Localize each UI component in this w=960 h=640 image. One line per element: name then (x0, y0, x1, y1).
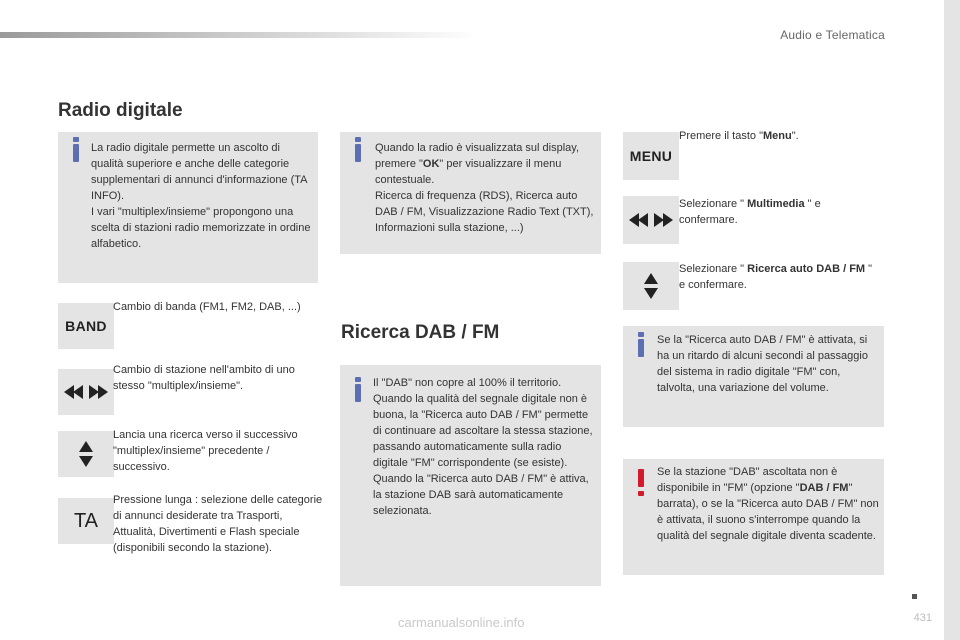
right-margin-strip (944, 0, 960, 640)
seek-key (58, 369, 114, 415)
warning-box-dab-unavailable (623, 459, 884, 575)
up-down-description: Lancia una ricerca verso il successivo "multiplex/insieme" precedente / successivo. (113, 429, 298, 473)
ricerca-auto-description: Selezionare " Ricerca auto DAB / FM " e confermare. (679, 263, 873, 291)
info-text: Se la "Ricerca auto DAB / FM" è attivata, si ha un ritardo di alcuni secondi al passaggio del sistema in radio digitale "FM" con, talvolta, una variazione del volume. (657, 334, 868, 394)
band-key: BAND (58, 303, 114, 349)
seek-description: Cambio di stazione nell'ambito di uno stesso "multiplex/insieme". (113, 364, 295, 392)
title-radio-digitale: Radio digitale (58, 100, 183, 121)
ricerca-up-down-key (623, 262, 679, 310)
ta-description: Pressione lunga : selezione delle categorie di annunci desiderate tra Trasporti, Attualità, Divertimenti e Flash speciale (disponibili secondo la stazione). (113, 494, 323, 554)
title-ricerca-dab-fm: Ricerca DAB / FM (341, 322, 500, 343)
warning-text: Se la stazione "DAB" ascoltata non è disponibile in "FM" (opzione "DAB / FM" barrata), o se la "Ricerca auto DAB / FM" non è attivata, il suono s'interrompe quando la qualità del segnale digitale diventa scadente. (657, 466, 879, 542)
info-icon (355, 384, 361, 402)
menu-description: Premere il tasto "Menu". (679, 130, 799, 142)
multimedia-seek-key (623, 196, 679, 244)
info-box-dab-coverage (340, 365, 601, 586)
info-icon (73, 144, 79, 162)
up-down-arrows-icon (644, 273, 658, 299)
info-text: La radio digitale permette un ascolto di qualità superiore e anche delle categorie supplementari di annunci d'informazione (TA INFO). I vari "multiplex/insieme" propongono una scelta di stazioni radio memorizzate in ordine alfabetico. (91, 142, 311, 250)
info-box-radio-digitale (58, 132, 318, 283)
multimedia-description: Selezionare " Multimedia " e confermare. (679, 198, 821, 226)
section-title: Audio e Telematica (780, 28, 885, 42)
up-down-key (58, 431, 114, 477)
info-box-delay (623, 326, 884, 427)
info-text: Il "DAB" non copre al 100% il territorio. Quando la qualità del segnale digitale non è buona, la "Ricerca auto DAB / FM" permette di continuare ad ascoltare la stessa stazione, passando automaticamente sulla radio digitale "FM" corrispondente (se esiste). Quando la "Ricerca auto DAB / FM" è attiva, la stazione DAB sarà automaticamente selezionata. (373, 377, 593, 517)
watermark: carmanualsonline.info (398, 615, 525, 630)
menu-key: MENU (623, 132, 679, 180)
info-icon (638, 339, 644, 357)
top-gradient-bar (0, 32, 480, 38)
ta-key: TA (58, 498, 114, 544)
seek-arrows-icon (629, 211, 673, 229)
page-number: 431 (913, 612, 932, 624)
page-marker (912, 594, 917, 599)
band-description: Cambio di banda (FM1, FM2, DAB, ...) (113, 301, 301, 313)
up-down-arrows-icon (79, 441, 93, 467)
seek-arrows-icon (64, 383, 108, 401)
info-box-ok-menu (340, 132, 601, 254)
info-text: Quando la radio è visualizzata sul display, premere "OK" per visualizzare il menu contestuale. Ricerca di frequenza (RDS), Ricerca auto DAB / FM, Visualizzazione Radio Text (TXT), Informazioni sulla stazione, ...) (375, 142, 594, 234)
info-icon (355, 144, 361, 162)
warning-icon (638, 469, 644, 487)
